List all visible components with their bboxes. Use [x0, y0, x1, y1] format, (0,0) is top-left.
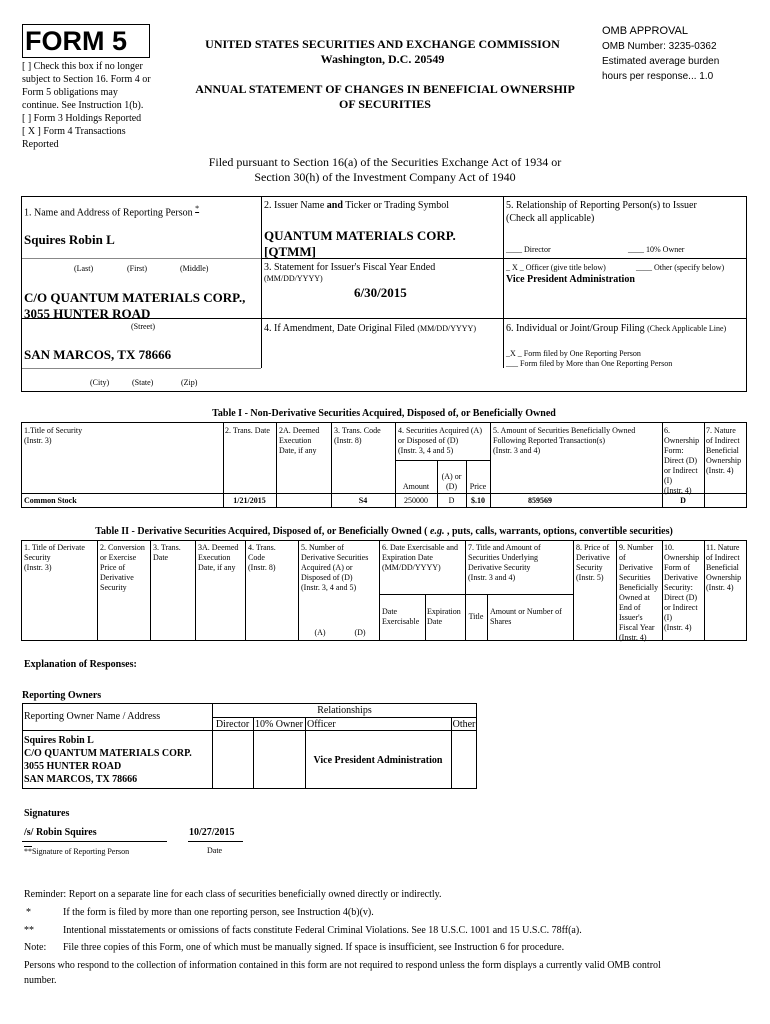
row-ownership-form: D	[680, 496, 686, 505]
t2-h-exercisable	[382, 543, 466, 573]
header-text: (Instr. 4)	[706, 583, 734, 592]
header-text: (A) or	[441, 472, 462, 481]
disclaimer-line: number.	[24, 975, 57, 986]
t2-h-expiration	[427, 607, 467, 627]
date-label: Date	[207, 846, 223, 855]
t1-h-form	[664, 426, 706, 496]
signature-value: /s/ Robin Squires	[24, 827, 97, 838]
name-underline	[22, 258, 261, 259]
col-divider	[425, 594, 426, 641]
header-text: 7. Title and Amount of	[468, 543, 541, 552]
divider	[261, 196, 262, 368]
row-trans-code: S4	[358, 496, 368, 505]
owners-col-10pct: 10% Owner	[254, 719, 304, 730]
header-text: or Exercise	[100, 553, 137, 562]
header-text: Date	[153, 553, 169, 562]
footnote-mark: Note:	[24, 942, 47, 953]
box5-label-line: 5. Relationship of Reporting Person(s) to Issuer	[506, 200, 697, 211]
col-divider	[298, 540, 299, 641]
reminder: Reminder: Report on a separate line for each class of securities beneficially owned directly or indirectly.	[24, 889, 442, 900]
table2-title-pre: Table II - Derivative Securities Acquired, Disposed of, or Beneficially Owned (	[95, 526, 431, 537]
signature-date: 10/27/2015	[189, 827, 235, 838]
filed-line: Section 30(h) of the Investment Company Act of 1940	[254, 170, 516, 184]
t2-h-date-exercisable	[382, 607, 425, 627]
form-title: FORM 5	[25, 26, 128, 56]
header-text: End of	[619, 603, 641, 612]
statement-title	[160, 82, 610, 112]
officer-title: Vice President Administration	[506, 274, 635, 285]
t1-h-owned	[493, 426, 661, 456]
label-city: (City)	[90, 378, 110, 387]
t1-h-acquired	[398, 426, 490, 456]
t1-h-trans-date: 2. Trans. Date	[225, 426, 270, 435]
header-text: Derivative Securities	[301, 553, 369, 562]
omb-burden: hours per response... 1.0	[602, 71, 714, 82]
header-text: of Indirect	[706, 436, 740, 445]
owners-col-other: Other	[452, 719, 476, 730]
t2-h-nature	[706, 543, 747, 593]
header-text: Direct (D)	[664, 593, 698, 602]
street-line: 3055 HUNTER ROAD	[24, 306, 151, 321]
footnote-text: File three copies of this Form, one of which must be manually signed. If space is insufficient, see Instruction 6 for procedure.	[63, 942, 565, 953]
table1-title: Table I - Non-Derivative Securities Acquired, Disposed of, or Beneficially Owned	[212, 408, 556, 419]
explanation-heading: Explanation of Responses:	[24, 659, 137, 670]
city-underline	[22, 368, 261, 369]
header-text: Ownership	[664, 436, 700, 445]
omb-disclaimer	[24, 958, 749, 988]
t1-h-nature	[706, 426, 747, 476]
omb-approval	[602, 24, 762, 84]
header-text: (Instr. 5)	[576, 573, 604, 582]
header-text: (Instr. 4)	[664, 623, 692, 632]
t2-h-title	[24, 543, 98, 573]
fiscal-year-end: 6/30/2015	[354, 285, 407, 300]
checkbox-line: Form 5 obligations may	[22, 87, 118, 98]
col-divider	[573, 540, 574, 641]
date-line	[188, 841, 243, 842]
t2-h-amount-shares	[490, 607, 573, 627]
t2-h-deemed	[198, 543, 246, 573]
header-text: Securities	[619, 573, 651, 582]
header-text: Derivative	[576, 553, 610, 562]
header-text: or Indirect	[664, 603, 698, 612]
header-text: Acquired (A) or	[301, 563, 353, 572]
header-text: Derivative Security	[468, 563, 531, 572]
checkbox-line: [ ] Check this box if no longer	[22, 61, 143, 72]
header-text: Ownership	[706, 573, 742, 582]
reporting-person-city: SAN MARCOS, TX 78666	[24, 347, 172, 362]
agency-name: UNITED STATES SECURITIES AND EXCHANGE COMMISSION	[205, 37, 560, 51]
header-text: 6. Date Exercisable and	[382, 543, 458, 552]
header-text: Amount or Number of	[490, 607, 562, 616]
omb-title: OMB APPROVAL	[602, 25, 688, 37]
header-text: 9. Number	[619, 543, 654, 552]
header-text: Fiscal Year	[619, 623, 655, 632]
reporting-person-name: Squires Robin L	[24, 232, 115, 247]
header-text: or Indirect	[664, 466, 698, 475]
header-text: (Instr. 8)	[248, 563, 276, 572]
header-text: Shares	[490, 617, 512, 626]
label-street: (Street)	[131, 322, 155, 331]
t2-h-underlying	[468, 543, 573, 583]
owners-col-officer: Officer	[307, 719, 336, 730]
header-text: Date	[382, 607, 398, 616]
header-text: (I)	[664, 613, 672, 622]
owners-col-director: Director	[215, 719, 250, 730]
label-middle: (Middle)	[180, 264, 209, 273]
t1-h-price: Price	[469, 482, 487, 491]
header-text: (Instr. 3, 4 and 5)	[398, 446, 454, 455]
box1-label	[24, 202, 199, 219]
header-text: Security	[24, 553, 51, 562]
owner-line: C/O QUANTUM MATERIALS CORP.	[24, 748, 192, 759]
header-text: Expiration Date	[382, 553, 433, 562]
header-text: Issuer's	[619, 613, 643, 622]
label-state: (State)	[132, 378, 154, 387]
header-divider	[379, 594, 573, 595]
header-text: Execution	[198, 553, 231, 562]
header-text: Date, if any	[198, 563, 236, 572]
header-text: 6.	[664, 426, 670, 435]
header-text: (Instr. 4)	[664, 486, 692, 495]
disclaimer-line: Persons who respond to the collection of information contained in this form are not required to respond unless the form displays a currently valid OMB control	[24, 960, 661, 971]
checkbox-line: subject to Section 16. Form 4 or	[22, 74, 151, 85]
filed-line: Filed pursuant to Section 16(a) of the Securities Exchange Act of 1934 or	[208, 155, 562, 169]
rel-director: ____ Director	[506, 245, 551, 254]
row-trans-date: 1/21/2015	[233, 496, 266, 505]
box2-label-pre: 2. Issuer Name	[264, 200, 327, 211]
issuer-ticker: [QTMM]	[264, 244, 316, 259]
header-text: (Instr. 3)	[24, 436, 52, 445]
header-text: Execution	[279, 436, 312, 445]
box5-label	[506, 199, 697, 225]
t2-h-trans-date	[153, 543, 195, 563]
header-divider	[395, 460, 490, 461]
row-a-or-d: D	[448, 496, 455, 505]
header-text: Security	[576, 563, 603, 572]
header-text: (MM/DD/YYYY)	[382, 563, 441, 572]
signature-line	[22, 841, 167, 842]
box2-label	[264, 199, 449, 212]
checkbox-line: continue. See Instruction 1(b).	[22, 100, 144, 111]
footnote-text: Intentional misstatements or omissions of facts constitute Federal Criminal Violations. See 18 U.S.C. 1001 and 15 U.S.C. 78ff(a).	[63, 925, 582, 936]
header-text: 3. Trans.	[153, 543, 181, 552]
footnote-text: If the form is filed by more than one reporting person, see Instruction 4(b)(v).	[63, 907, 374, 918]
box4-label	[264, 322, 476, 335]
filing-multiple-persons: ___ Form filed by More than One Reporting Person	[506, 359, 673, 368]
header-text: Ownership	[706, 456, 742, 465]
table2-title-post: , puts, calls, warrants, options, convertible securities)	[444, 526, 673, 537]
row-amount: 250000	[404, 496, 428, 505]
header-text: Form:	[664, 446, 684, 455]
header-text: 7. Nature	[706, 426, 736, 435]
header-text: 2. Conversion	[100, 543, 145, 552]
header-text: Form of	[664, 563, 690, 572]
header-text: (Instr. 8)	[334, 436, 362, 445]
header-text: (I)	[664, 476, 672, 485]
row-security-title: Common Stock	[24, 496, 77, 505]
col-divider	[305, 717, 306, 789]
owners-heading: Reporting Owners	[22, 690, 102, 701]
owner-officer-title: Vice President Administration	[313, 755, 443, 766]
header-text: 2A. Deemed	[279, 426, 320, 435]
header-text: 3. Trans. Code	[334, 426, 381, 435]
header-text: Code	[248, 553, 265, 562]
checkbox-line: Reported	[22, 139, 59, 150]
header-text: Date	[427, 617, 443, 626]
header-text: of	[619, 553, 626, 562]
t2-h-d: (D)	[354, 628, 366, 637]
owners-col-relationships: Relationships	[317, 705, 372, 716]
header-text: Following Reported Transaction(s)	[493, 436, 605, 445]
header-text: or Disposed of (D)	[398, 436, 459, 445]
box6-label-text: 6. Individual or Joint/Group Filing	[506, 323, 645, 334]
header-text: Derivative	[664, 573, 698, 582]
header-text: Direct (D)	[664, 456, 698, 465]
header-text: (D)	[445, 482, 458, 491]
header-text: 3A. Deemed	[198, 543, 239, 552]
header-text: 11. Nature	[706, 543, 740, 552]
label-last: (Last)	[74, 264, 94, 273]
label-first: (First)	[127, 264, 147, 273]
header-text: (Instr. 3)	[24, 563, 52, 572]
header-text: 1.Title of Security	[24, 426, 83, 435]
t2-h-number	[301, 543, 379, 593]
reporting-person-street	[24, 290, 245, 322]
box3-format: (MM/DD/YYYY)	[264, 274, 323, 283]
signatures-heading: Signatures	[24, 808, 70, 819]
t2-h-form	[664, 543, 706, 633]
table2-title-eg: e.g.	[430, 526, 445, 537]
divider	[261, 318, 747, 319]
t2-h-owned	[619, 543, 663, 643]
header-text: of Indirect	[706, 553, 740, 562]
col-divider	[195, 540, 196, 641]
t1-h-deemed	[279, 426, 331, 456]
box1-label-text: 1. Name and Address of Reporting Person	[24, 207, 193, 219]
header-text: 4. Securities Acquired (A)	[398, 426, 482, 435]
rel-officer: _ X _ Officer (give title below)	[506, 263, 606, 272]
header-text: Beneficially	[619, 583, 659, 592]
footnote-mark: *	[26, 907, 31, 918]
header-text: Beneficial	[706, 446, 739, 455]
t2-h-conversion	[100, 543, 152, 593]
statement-title-line: OF SECURITIES	[339, 97, 431, 111]
col-divider	[379, 540, 380, 641]
rel-other: ____ Other (specify below)	[636, 263, 725, 272]
checkbox-line: [ X ] Form 4 Transactions	[22, 126, 126, 137]
header-text: 5. Number of	[301, 543, 344, 552]
header-text: Derivative	[619, 563, 653, 572]
t2-h-title-sub: Title	[468, 612, 484, 621]
signature-label-mark: **	[24, 847, 32, 856]
t1-h-amount: Amount	[402, 482, 430, 491]
box3-label: 3. Statement for Issuer's Fiscal Year Ended	[264, 262, 436, 273]
header-text: 8. Price of	[576, 543, 610, 552]
header-text: (Instr. 3 and 4)	[468, 573, 516, 582]
omb-burden: Estimated average burden	[602, 56, 720, 67]
header-text: (Instr. 3, 4 and 5)	[301, 583, 357, 592]
header-text: Securities Underlying	[468, 553, 538, 562]
table2-title	[21, 525, 747, 538]
owner-line: Squires Robin L	[24, 735, 94, 746]
header-text: (Instr. 4)	[619, 633, 647, 642]
header-text: Date, if any	[279, 446, 317, 455]
t1-h-title	[24, 426, 220, 446]
header-text: Security:	[664, 583, 693, 592]
t1-h-code	[334, 426, 394, 446]
header-text: 1. Title of Derivate	[24, 543, 85, 552]
agency-location: Washington, D.C. 20549	[320, 52, 445, 66]
row-owned: 859569	[528, 496, 552, 505]
header-text: Security	[100, 583, 127, 592]
issuer-line: QUANTUM MATERIALS CORP.	[264, 228, 456, 243]
form-checkbox-options	[22, 60, 172, 151]
box6-note: (Check Applicable Line)	[647, 324, 727, 333]
t2-h-code	[248, 543, 298, 573]
col-divider	[487, 594, 488, 641]
owner-line: 3055 HUNTER ROAD	[24, 761, 122, 772]
header-text: Disposed of (D)	[301, 573, 353, 582]
box6-label	[506, 322, 726, 335]
rel-10pct-owner: ____ 10% Owner	[628, 245, 685, 254]
box4-format: (MM/DD/YYYY)	[417, 324, 476, 333]
t1-h-a-or-d	[437, 472, 466, 492]
header-text: Owned at	[619, 593, 650, 602]
header-text: 5. Amount of Securities Beneficially Owned	[493, 426, 636, 435]
signature-label-text: Signature of Reporting Person	[32, 847, 130, 856]
owner-name-address	[24, 734, 192, 786]
box1-label-mark: *	[195, 204, 200, 213]
omb-number: OMB Number: 3235-0362	[602, 41, 717, 52]
box2-label-and: and	[326, 200, 343, 211]
header-text: Exercisable	[382, 617, 420, 626]
box5-label-line: (Check all applicable)	[506, 213, 595, 224]
header-text: (Instr. 3 and 4)	[493, 446, 541, 455]
filed-pursuant	[120, 155, 650, 185]
table1-row-divider	[21, 493, 747, 494]
issuer-name	[264, 228, 456, 260]
filing-one-person: _X _ Form filed by One Reporting Person	[506, 349, 641, 358]
header-text: Expiration	[427, 607, 461, 616]
header-text: 10.	[664, 543, 674, 552]
header-text: Beneficial	[706, 563, 739, 572]
header-text: Ownership	[664, 553, 700, 562]
header-text: (Instr. 4)	[706, 466, 734, 475]
header-text: Derivative	[100, 573, 134, 582]
box2-label-post: Ticker or Trading Symbol	[342, 200, 450, 211]
header-text: 4. Trans.	[248, 543, 276, 552]
footnote-mark: **	[24, 925, 34, 936]
label-zip: (Zip)	[181, 378, 198, 387]
owners-col-name: Reporting Owner Name / Address	[24, 711, 161, 722]
box4-label-text: 4. If Amendment, Date Original Filed	[264, 323, 415, 334]
header-text: Price of	[100, 563, 126, 572]
row-price: $.10	[471, 496, 485, 505]
street-line: C/O QUANTUM MATERIALS CORP.,	[24, 290, 246, 305]
checkbox-line: [ ] Form 3 Holdings Reported	[22, 113, 142, 124]
divider	[503, 196, 504, 368]
owner-line: SAN MARCOS, TX 78666	[24, 774, 138, 785]
t2-h-price	[576, 543, 617, 583]
statement-title-line: ANNUAL STATEMENT OF CHANGES IN BENEFICIAL OWNERSHIP	[195, 82, 575, 96]
t2-h-a: (A)	[314, 628, 326, 637]
signature-label	[24, 847, 129, 857]
